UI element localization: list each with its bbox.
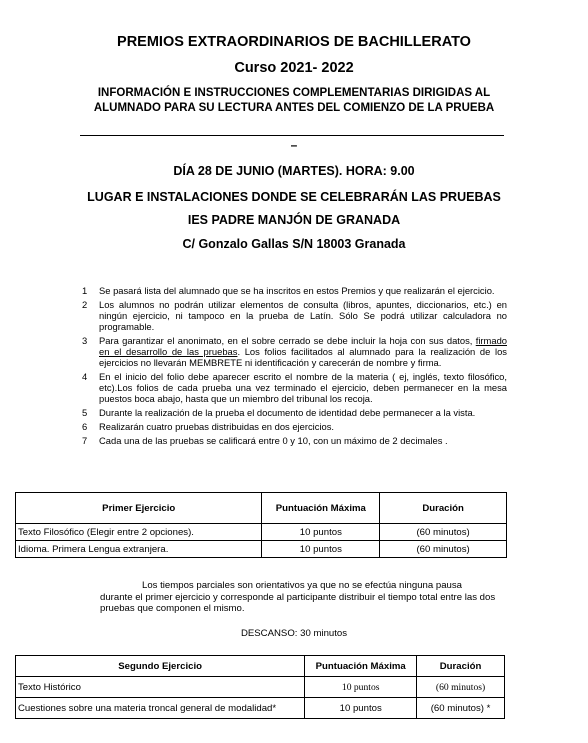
subtitle-line-2: ALUMNADO PARA SU LECTURA ANTES DEL COMIENZO DE LA PRUEBA — [93, 102, 495, 114]
item-number: 6 — [82, 421, 88, 432]
table-cell: (60 minutos) — [417, 677, 505, 698]
horizontal-rule — [80, 135, 504, 136]
table-row — [16, 541, 507, 558]
table-row — [16, 524, 507, 541]
table-cell: Texto Filosófico (Elegir entre 2 opciones). — [16, 524, 262, 541]
table-cell: 10 puntos — [305, 677, 417, 698]
table-cell: Cuestiones sobre una materia troncal general de modalidad* — [16, 698, 305, 719]
exam-date-time: DÍA 28 DE JUNIO (MARTES). HORA: 9.00 — [173, 164, 415, 178]
column-header: Duración — [380, 493, 507, 524]
list-item — [0, 335, 588, 368]
item-text: Cada una de las pruebas se calificará entre 0 y 10, con un máximo de 2 decimales . — [99, 435, 448, 446]
table-cell: Idioma. Primera Lengua extranjera. — [16, 541, 262, 558]
instructions-list — [0, 285, 588, 449]
school-name: IES PADRE MANJÓN DE GRANADA — [187, 213, 401, 227]
item-number: 1 — [82, 285, 88, 296]
table-row — [16, 677, 505, 698]
column-header: Puntuación Máxima — [305, 656, 417, 677]
column-header: Duración — [417, 656, 505, 677]
item-text: Se pasará lista del alumnado que se ha inscritos en estos Premios y que realizarán el ejercicio. — [99, 285, 495, 296]
column-header: Puntuación Máxima — [262, 493, 380, 524]
item-text: Los alumnos no podrán utilizar elementos de consulta (libros, apuntes, diccionarios, etc.) en ningún ejercicio, ni tampoco en la prueba de Latín. Sólo Se podrá utilizar calculadora no programable. — [99, 299, 507, 332]
item-text: Para garantizar el anonimato, en el sobre cerrado se debe incluir la hoja con sus datos, firmado en el desarrollo de las pruebas. Los folios facilitados al alumnado para la realización de los ejercicios no llevarán MEMBRETE ni identificación y carecerán de nombre y firma. — [99, 335, 507, 368]
rule-dash: – — [290, 138, 298, 152]
table-cell: 10 puntos — [305, 698, 417, 719]
timing-note-line-1: Los tiempos parciales son orientativos ya que no se efectúa ninguna pausa — [142, 580, 462, 591]
item-text: En el inicio del folio debe aparecer escrito el nombre de la materia ( ej, inglés, texto filosófico, etc).Los folios de cada prueba una vez terminado el ejercicio, deben permanecer en la mesa puestos boca abajo, hasta que un miembro del tribunal los recoja. — [99, 371, 507, 404]
list-item — [0, 299, 588, 332]
item-text: Realizarán cuatro pruebas distribuidas en dos ejercicios. — [99, 421, 335, 432]
table-cell: (60 minutos) * — [417, 698, 505, 719]
list-item — [0, 285, 588, 296]
list-item — [0, 421, 588, 432]
timing-note — [100, 580, 505, 615]
table-cell: (60 minutos) — [380, 524, 507, 541]
second-exercise-table — [15, 655, 505, 719]
place-heading: LUGAR E INSTALACIONES DONDE SE CELEBRARÁN LAS PRUEBAS — [87, 190, 501, 204]
list-item — [0, 407, 588, 418]
timing-note-line-2: durante el primer ejercicio y corresponde al participante distribuir el tiempo total entre las dos pruebas que componen el mismo. — [100, 591, 496, 614]
column-header: Segundo Ejercicio — [16, 656, 305, 677]
table-cell: Texto Histórico — [16, 677, 305, 698]
course-year: Curso 2021- 2022 — [234, 60, 354, 76]
table-row — [16, 698, 505, 719]
item-text: Durante la realización de la prueba el documento de identidad debe permanecer a la vista. — [99, 407, 476, 418]
document-title: PREMIOS EXTRAORDINARIOS DE BACHILLERATO — [117, 34, 471, 50]
school-address: C/ Gonzalo Gallas S/N 18003 Granada — [182, 237, 406, 251]
table-cell: (60 minutos) — [380, 541, 507, 558]
item-number: 5 — [82, 407, 88, 418]
item-number: 3 — [82, 335, 88, 346]
table-cell: 10 puntos — [262, 524, 380, 541]
table-header-row — [16, 493, 507, 524]
item-number: 2 — [82, 299, 88, 310]
table-header-row — [16, 656, 505, 677]
list-item — [0, 371, 588, 404]
document-subtitle — [0, 86, 588, 116]
table-cell: 10 puntos — [262, 541, 380, 558]
underlined-text: firmado en el desarrollo de las pruebas — [99, 335, 507, 357]
item-number: 4 — [82, 371, 88, 382]
subtitle-line-1: INFORMACIÓN E INSTRUCCIONES COMPLEMENTARIAS DIRIGIDAS AL — [97, 87, 491, 99]
list-item — [0, 435, 588, 446]
column-header: Primer Ejercicio — [16, 493, 262, 524]
rest-break-label: DESCANSO: 30 minutos — [240, 628, 348, 639]
item-number: 7 — [82, 435, 88, 446]
first-exercise-table — [15, 492, 507, 558]
